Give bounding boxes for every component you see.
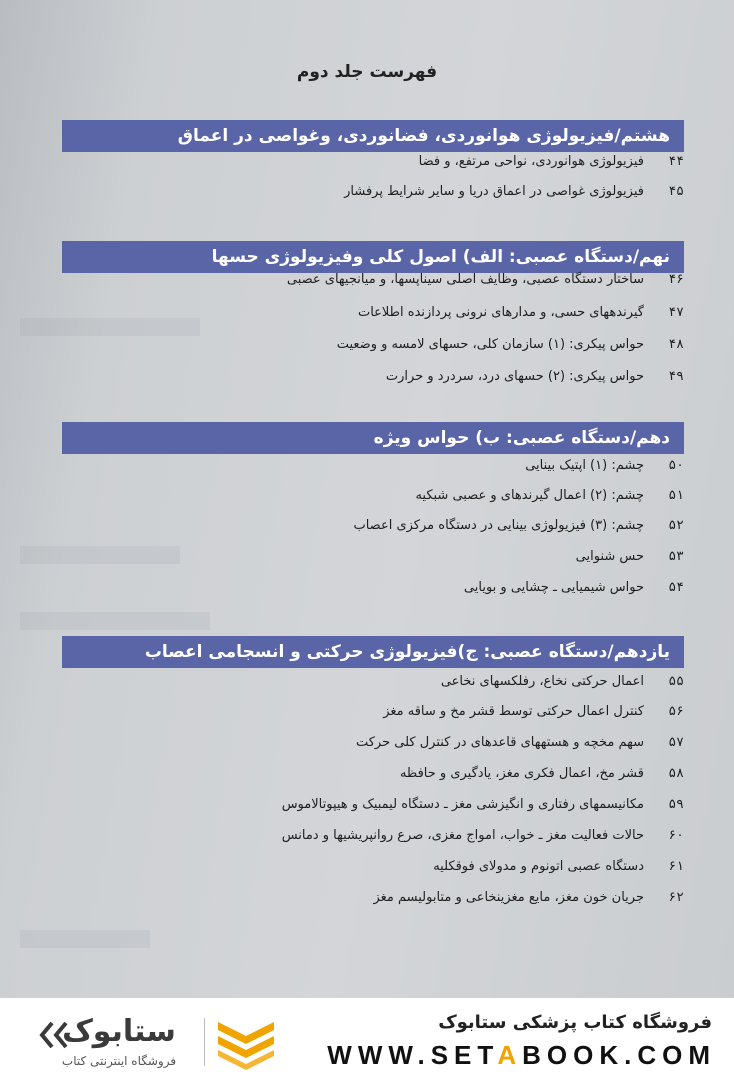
brand-tagline: فروشگاه اینترنتی کتاب: [61, 1054, 177, 1068]
chapter-title: گیرندههای حسی، و مدارهای نرونی پردازنده اطلاعات: [357, 305, 644, 320]
chapter-number: ۵۴: [668, 580, 684, 595]
chapter-number: ۶۰: [668, 828, 684, 843]
chapter-title: چشم: (۳) فیزیولوژی بینایی در دستگاه مرکزی اعصاب: [353, 518, 644, 533]
toc-entry[interactable]: [62, 266, 684, 294]
chapter-title: کنترل اعمال حرکتی توسط قشر مخ و ساقه مغز: [383, 704, 644, 719]
bleed-through-mark: [20, 930, 150, 948]
chapter-title: چشم: (۱) اپتیک بینایی: [525, 458, 644, 473]
chapter-title: حواس شیمیایی ـ چشایی و بویایی: [463, 580, 644, 595]
chapter-number: ۵۲: [668, 518, 684, 533]
toc-entry[interactable]: [62, 853, 684, 881]
toc-entry[interactable]: [62, 884, 684, 912]
chapter-title: قشر مخ، اعمال فکری مغز، یادگیری و حافظه: [399, 766, 644, 781]
toc-entry[interactable]: [62, 668, 684, 696]
toc-entry[interactable]: [62, 822, 684, 850]
chapter-heading: نهم/دستگاه عصبی: الف) اصول کلی وفیزیولوژی حسها: [62, 241, 684, 273]
chapter-number: ۴۷: [668, 305, 684, 320]
toc-entry[interactable]: [62, 543, 684, 571]
footer-divider: [204, 1018, 205, 1066]
chapter-number: ۵۹: [668, 797, 684, 812]
toc-entry[interactable]: [62, 452, 684, 480]
chapter-title: حالات فعالیت مغز ـ خواب، امواج مغزی، صرع روانپریشیها و دمانس: [281, 828, 644, 843]
toc-entry[interactable]: [62, 148, 684, 176]
toc-entry[interactable]: [62, 299, 684, 327]
chapter-title: چشم: (۲) اعمال گیرندهای و عصبی شبکیه: [415, 488, 644, 503]
toc-entry[interactable]: [62, 698, 684, 726]
chapter-number: ۵۸: [668, 766, 684, 781]
toc-entry[interactable]: [62, 729, 684, 757]
chapter-number: ۵۵: [668, 674, 684, 689]
brand-wordmark: ستابوک: [62, 1014, 176, 1049]
book-stack-logo-icon: [214, 1016, 278, 1070]
chapter-title: جریان خون مغز، مایع مغزینخاعی و متابولیسم مغز: [373, 890, 644, 905]
chapter-heading: یازدهم/دستگاه عصبی: ج)فیزیولوژی حرکتی و انسجامی اعصاب: [62, 636, 684, 668]
toc-entry[interactable]: [62, 331, 684, 359]
chapter-heading: هشتم/فیزیولوژی هوانوردی، فضانوردی، وغواصی در اعماق: [62, 120, 684, 152]
toc-entry[interactable]: [62, 791, 684, 819]
chapter-number: ۴۶: [668, 272, 684, 287]
chapter-number: ۶۲: [668, 890, 684, 905]
url-accent-letter: A: [497, 1040, 523, 1070]
chapter-title: دستگاه عصبی اتونوم و مدولای فوقکلیه: [433, 859, 644, 874]
toc-entry[interactable]: [62, 363, 684, 391]
chapter-number: ۴۵: [668, 184, 684, 199]
chapter-title: فیزیولوژی هوانوردی، نواحی مرتفع، و فضا: [418, 154, 644, 169]
chapter-number: ۵۳: [668, 549, 684, 564]
toc-entry[interactable]: [62, 760, 684, 788]
chapter-title: حس شنوایی: [575, 549, 644, 564]
toc-entry[interactable]: [62, 482, 684, 510]
chapter-number: ۴۴: [668, 154, 684, 169]
double-chevron-icon: [38, 1020, 72, 1054]
chapter-title: حواس پیکری: (۱) سازمان کلی، حسهای لامسه و وضعیت: [336, 337, 644, 352]
store-name: فروشگاه کتاب پزشکی ستابوک: [438, 1012, 712, 1033]
chapter-number: ۶۱: [668, 859, 684, 874]
url-part: WWW.SET: [327, 1040, 498, 1070]
chapter-title: مکانیسمهای رفتاری و انگیزشی مغز ـ دستگاه لیمبیک و هیپوتالاموس: [281, 797, 644, 812]
chapter-heading: دهم/دستگاه عصبی: ب) حواس ویژه: [62, 422, 684, 454]
toc-entry[interactable]: [62, 178, 684, 206]
chapter-title: سهم مخچه و هستههای قاعدهای در کنترل کلی حرکت: [355, 735, 644, 750]
url-part: BOOK.COM: [522, 1040, 716, 1070]
chapter-number: ۴۹: [668, 369, 684, 384]
chapter-title: فیزیولوژی غواصی در اعماق دریا و سایر شرایط پرفشار: [344, 184, 644, 199]
store-url-link[interactable]: [327, 1040, 716, 1071]
page-title: فهرست جلد دوم: [296, 62, 438, 82]
chapter-title: حواس پیکری: (۲) حسهای درد، سردرد و حرارت: [385, 369, 644, 384]
chapter-title: ساختار دستگاه عصبی، وظایف اصلی سیناپسها، و میانجیهای عصبی: [286, 272, 644, 287]
store-footer-banner: [0, 998, 734, 1080]
chapter-number: ۵۶: [668, 704, 684, 719]
chapter-title: اعمال حرکتی نخاع، رفلکسهای نخاعی: [440, 674, 644, 689]
chapter-number: ۴۸: [668, 337, 684, 352]
chapter-number: ۵۷: [668, 735, 684, 750]
chapter-number: ۵۱: [668, 488, 684, 503]
toc-entry[interactable]: [62, 512, 684, 540]
chapter-number: ۵۰: [668, 458, 684, 473]
bleed-through-mark: [20, 612, 210, 630]
toc-entry[interactable]: [62, 574, 684, 602]
